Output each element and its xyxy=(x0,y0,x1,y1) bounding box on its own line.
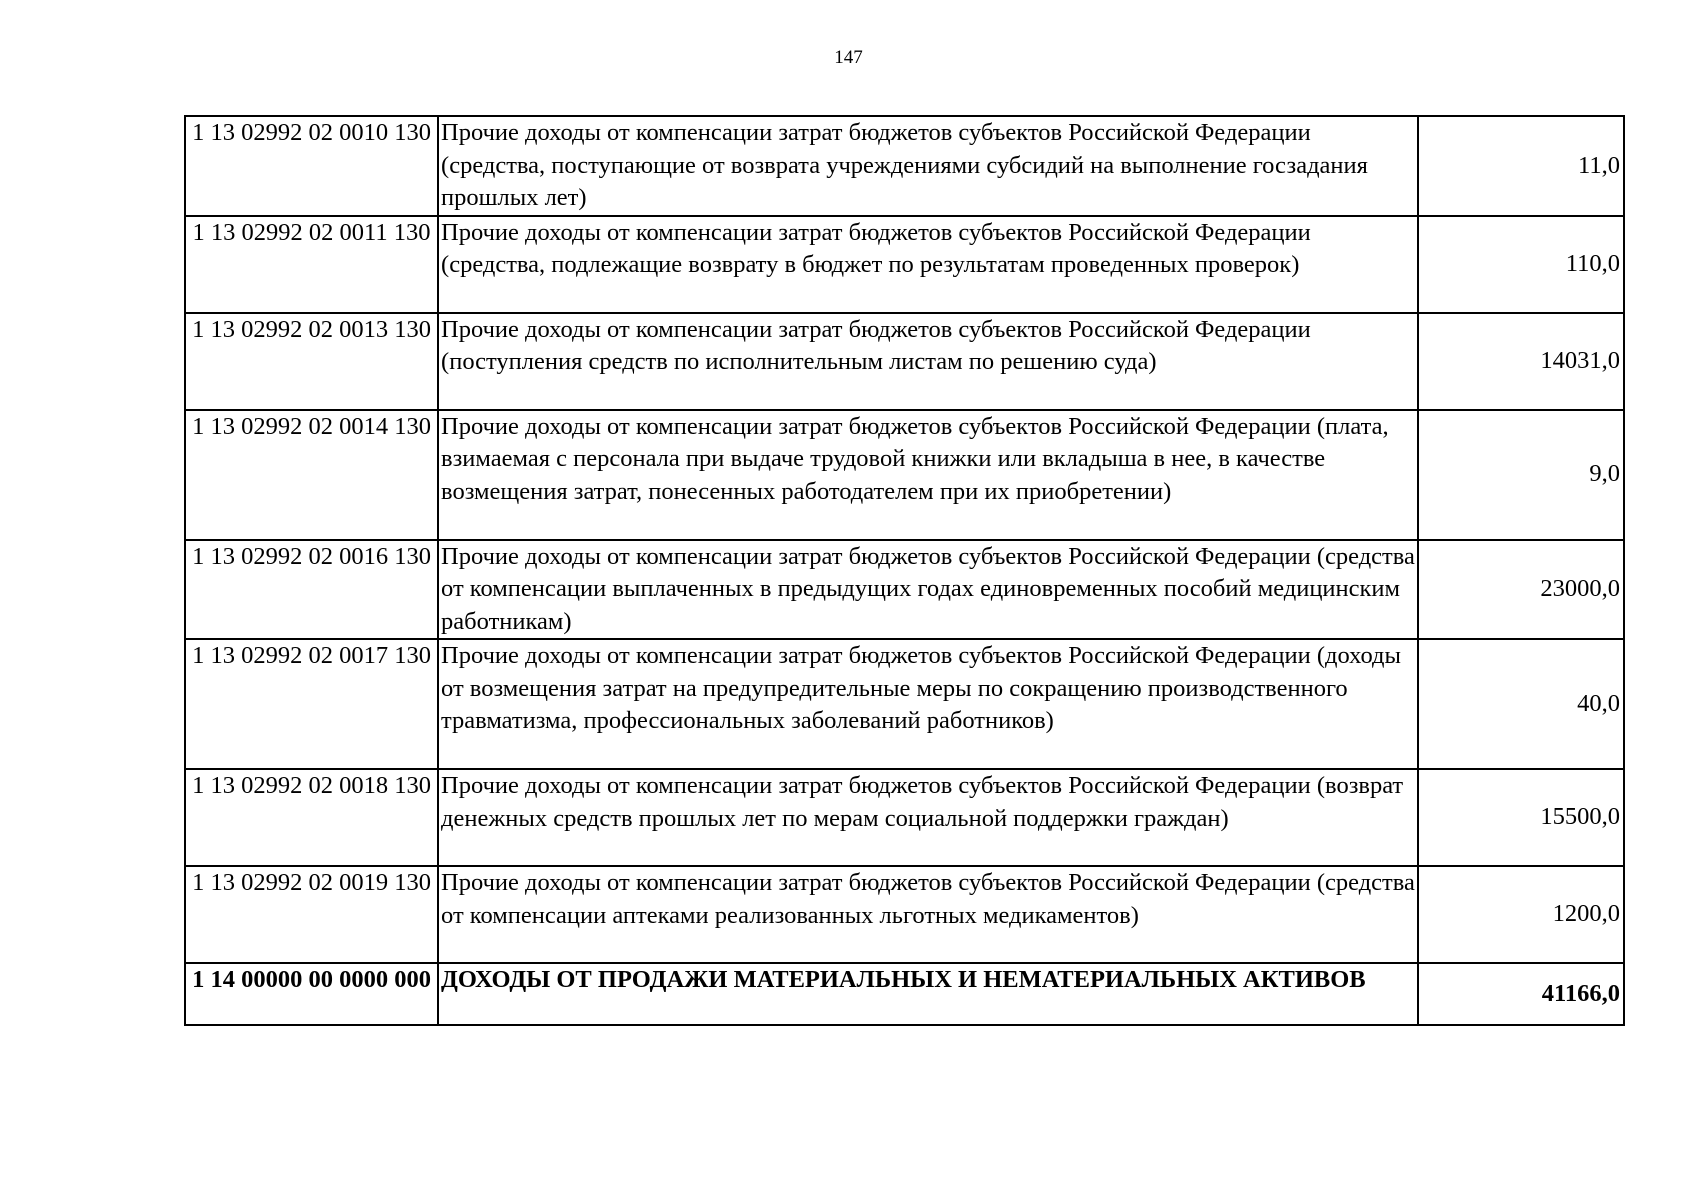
table-row-section-total xyxy=(185,963,1624,1025)
revenue-code: 1 13 02992 02 0017 130 xyxy=(185,639,438,769)
revenue-code: 1 13 02992 02 0018 130 xyxy=(185,769,438,866)
revenue-description: Прочие доходы от компенсации затрат бюджетов субъектов Российской Федерации (возврат денежных средств прошлых лет по мерам социальной поддержки граждан) xyxy=(438,769,1418,866)
revenue-amount: 1200,0 xyxy=(1418,866,1624,963)
revenue-code: 1 14 00000 00 0000 000 xyxy=(185,963,438,1025)
revenue-amount: 110,0 xyxy=(1418,216,1624,313)
revenue-amount: 40,0 xyxy=(1418,639,1624,769)
revenue-description: Прочие доходы от компенсации затрат бюджетов субъектов Российской Федерации (плата, взимаемая с персонала при выдаче трудовой книжки или вкладыша в нее, в качестве возмещения затрат, понесенных работодателем при их приобретении) xyxy=(438,410,1418,540)
revenue-amount: 23000,0 xyxy=(1418,540,1624,640)
revenue-code: 1 13 02992 02 0013 130 xyxy=(185,313,438,410)
table-row xyxy=(185,410,1624,540)
revenue-code: 1 13 02992 02 0016 130 xyxy=(185,540,438,640)
revenue-amount: 11,0 xyxy=(1418,116,1624,216)
table-row xyxy=(185,769,1624,866)
revenue-description: Прочие доходы от компенсации затрат бюджетов субъектов Российской Федерации (средства, поступающие от возврата учреждениями субсидий на выполнение госзадания прошлых лет) xyxy=(438,116,1418,216)
revenue-description: Прочие доходы от компенсации затрат бюджетов субъектов Российской Федерации (доходы от возмещения затрат на предупредительные меры по сокращению производственного травматизма, профессиональных заболеваний работников) xyxy=(438,639,1418,769)
revenue-description: Прочие доходы от компенсации затрат бюджетов субъектов Российской Федерации (средства от компенсации выплаченных в предыдущих годах единовременных пособий медицинским работникам) xyxy=(438,540,1418,640)
revenue-amount: 14031,0 xyxy=(1418,313,1624,410)
revenue-table xyxy=(184,115,1625,1026)
revenue-amount: 41166,0 xyxy=(1418,963,1624,1025)
revenue-amount: 9,0 xyxy=(1418,410,1624,540)
table-row xyxy=(185,216,1624,313)
revenue-code: 1 13 02992 02 0014 130 xyxy=(185,410,438,540)
revenue-code: 1 13 02992 02 0010 130 xyxy=(185,116,438,216)
revenue-amount: 15500,0 xyxy=(1418,769,1624,866)
table-row xyxy=(185,866,1624,963)
page-number: 147 xyxy=(834,47,863,68)
table-row xyxy=(185,639,1624,769)
revenue-description: Прочие доходы от компенсации затрат бюджетов субъектов Российской Федерации (средства, подлежащие возврату в бюджет по результатам проведенных проверок) xyxy=(438,216,1418,313)
table-row xyxy=(185,116,1624,216)
revenue-description: ДОХОДЫ ОТ ПРОДАЖИ МАТЕРИАЛЬНЫХ И НЕМАТЕРИАЛЬНЫХ АКТИВОВ xyxy=(438,963,1418,1025)
revenue-description: Прочие доходы от компенсации затрат бюджетов субъектов Российской Федерации (средства от компенсации аптеками реализованных льготных медикаментов) xyxy=(438,866,1418,963)
revenue-description: Прочие доходы от компенсации затрат бюджетов субъектов Российской Федерации (поступления средств по исполнительным листам по решению суда) xyxy=(438,313,1418,410)
revenue-code: 1 13 02992 02 0011 130 xyxy=(185,216,438,313)
table-row xyxy=(185,313,1624,410)
table-row xyxy=(185,540,1624,640)
revenue-code: 1 13 02992 02 0019 130 xyxy=(185,866,438,963)
